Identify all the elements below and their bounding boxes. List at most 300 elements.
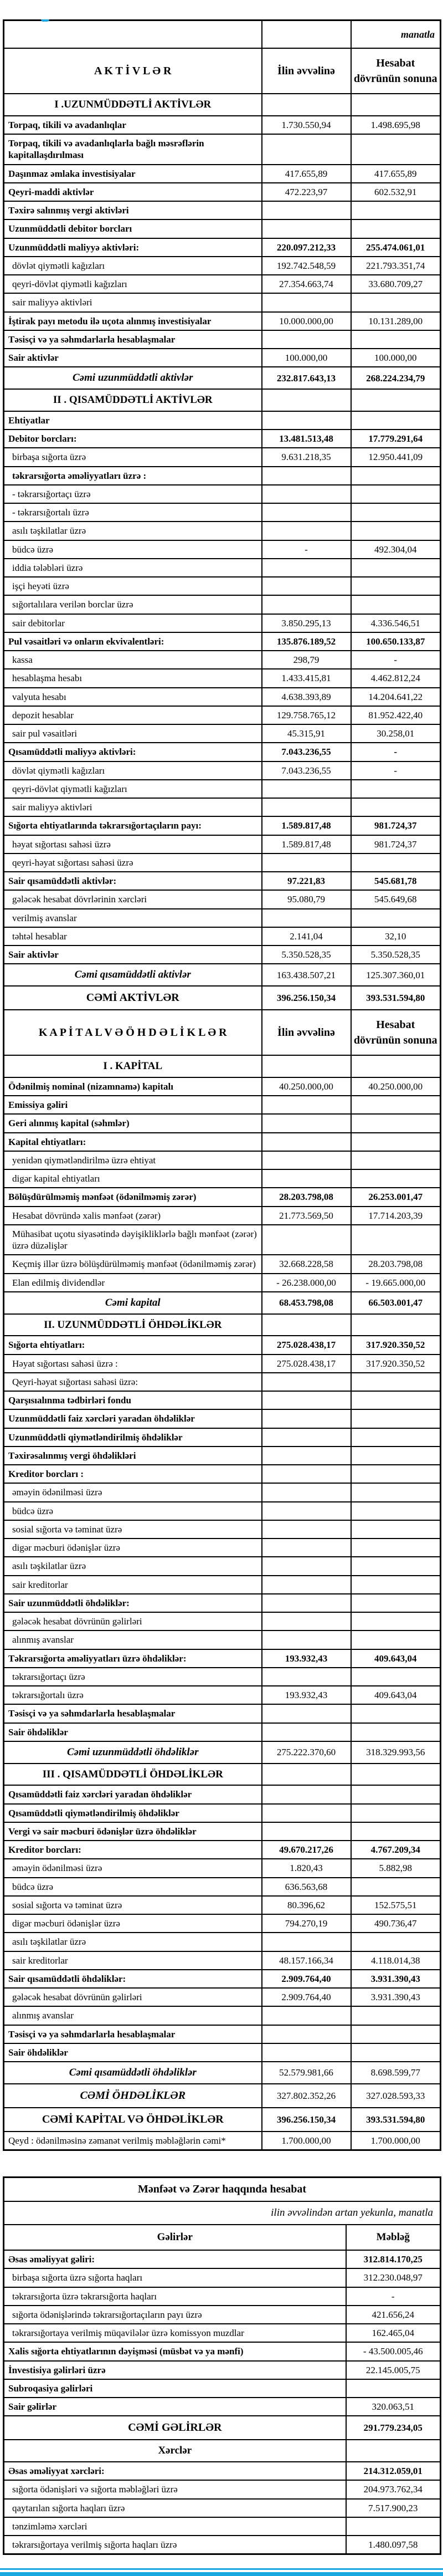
table-row (4, 2108, 441, 2132)
row-label: - təkrarsığortalı üzrə (4, 503, 262, 522)
col-end-header: Hesabat dövrünün sonuna (351, 48, 441, 94)
table-row (4, 706, 441, 724)
row-label: CƏMİ ÖHDƏLİKLƏR (4, 2084, 262, 2108)
row-label: digər kapital ehtiyatları (4, 1169, 262, 1188)
value-period-end (351, 1557, 441, 1575)
table-row (4, 1723, 441, 1741)
table-row (4, 2287, 441, 2306)
value-year-begin (262, 2025, 351, 2043)
value-year-begin: 327.802.352,26 (262, 2084, 351, 2108)
row-label: Subroqasiya gəlirləri (4, 2379, 346, 2398)
value-period-end (351, 1764, 441, 1786)
value-period-end: 8.698.599,77 (351, 2062, 441, 2084)
table-row (4, 1465, 441, 1483)
value-year-begin (262, 909, 351, 927)
row-amount: 291.779.234,05 (346, 2416, 441, 2440)
row-label: iddia tələbləri üzrə (4, 559, 262, 577)
income-statement-subtitle: ilin əvvəlindən artan yekunla, manatla (4, 2201, 441, 2225)
value-year-begin (262, 503, 351, 522)
value-year-begin: - (262, 540, 351, 559)
table-row (4, 632, 441, 651)
value-year-begin: 193.932,43 (262, 1649, 351, 1668)
row-label: I . KAPİTAL (4, 1055, 262, 1077)
row-label: Qısamüddətli qiymətləndirilmiş öhdəliklər (4, 1804, 262, 1822)
table-row (4, 165, 441, 183)
row-label: Pul vəsaitləri və onların ekvivalentləri: (4, 632, 262, 651)
value-period-end (351, 1704, 441, 1723)
row-amount (346, 2379, 441, 2398)
row-amount: 1.480.097,58 (346, 2536, 441, 2554)
value-year-begin (262, 1822, 351, 1841)
table-row (4, 909, 441, 927)
value-period-end (351, 1373, 441, 1391)
row-label: Torpaq, tikili və avadanlıqlarla bağlı məsrəflərin kapitallaşdırılması (4, 134, 262, 165)
value-year-begin (262, 853, 351, 872)
value-period-end (351, 219, 441, 238)
value-year-begin (262, 485, 351, 503)
row-label: sosial sığorta və təminat üzrə (4, 1520, 262, 1539)
table-row (4, 1539, 441, 1557)
value-year-begin: 9.631.218,35 (262, 448, 351, 466)
section-header-row (4, 389, 441, 411)
value-year-begin (262, 389, 351, 411)
table-row (4, 780, 441, 798)
value-period-end: 545.681,78 (351, 872, 441, 890)
income-statement-title: Mənfəət və Zərər haqqında hesabat (4, 2178, 441, 2202)
value-period-end: 409.643,04 (351, 1649, 441, 1668)
table-row (4, 1188, 441, 1206)
value-year-begin: 97.221,83 (262, 872, 351, 890)
table-row (4, 1859, 441, 1877)
row-label: CƏMİ KAPİTAL VƏ ÖHDƏLİKLƏR (4, 2108, 262, 2132)
row-label: - təkrarsığortaçı üzrə (4, 485, 262, 503)
value-year-begin (262, 577, 351, 595)
row-label: Qısamüddətli maliyyə aktivləri: (4, 743, 262, 761)
table-row (4, 1428, 441, 1447)
value-period-end: 1.700.000,00 (351, 2132, 441, 2150)
value-year-begin (262, 1169, 351, 1188)
table-row (4, 1391, 441, 1409)
value-period-end: - (351, 651, 441, 669)
table-row (4, 1686, 441, 1704)
value-period-end: 221.793.351,74 (351, 257, 441, 275)
value-year-begin (262, 1933, 351, 1951)
row-label: Qarşısıalınma tədbirləri fondu (4, 1391, 262, 1409)
row-label: II. UZUNMÜDDƏTLİ ÖHDƏLİKLƏR (4, 1314, 262, 1336)
row-label: əməyin ödənilməsi üzrə (4, 1483, 262, 1501)
table-row (4, 2379, 441, 2398)
value-year-begin (262, 2043, 351, 2062)
row-label: Daşınmaz əmlaka investisiyalar (4, 165, 262, 183)
table-row (4, 1114, 441, 1132)
value-year-begin (262, 201, 351, 219)
table-row (4, 183, 441, 201)
table-row (4, 312, 441, 330)
row-label: Sair aktivlər (4, 349, 262, 367)
col-begin-header: İlin əvvəlinə (262, 48, 351, 94)
value-year-begin: 2.909.764,40 (262, 1970, 351, 1988)
value-year-begin: 275.028.438,17 (262, 1336, 351, 1354)
table-row (4, 1951, 441, 1970)
row-label: Qısamüddətli faiz xərcləri yaradan öhdəliklər (4, 1785, 262, 1803)
table-row (4, 724, 441, 743)
table-row (4, 2517, 441, 2536)
value-period-end: 255.474.061,01 (351, 238, 441, 257)
row-label: digər məcburi ödənişlər üzrə (4, 1914, 262, 1933)
row-label: hesablaşma hesabı (4, 669, 262, 687)
table-row (4, 595, 441, 614)
value-year-begin (262, 595, 351, 614)
value-period-end (351, 1133, 441, 1151)
table-row (4, 2006, 441, 2025)
value-year-begin: 45.315,91 (262, 724, 351, 743)
row-label: Elan edilmiş dividendlər (4, 1274, 262, 1292)
row-label: Bölüşdürülməmiş mənfəət (ödənilməmiş zərər) (4, 1188, 262, 1206)
table-row (4, 577, 441, 595)
row-label: təkrarsığorta üzrə təkrarsığorta haqları (4, 2287, 346, 2306)
table-row (4, 540, 441, 559)
value-period-end: 268.224.234,79 (351, 367, 441, 389)
row-label: III . QISAMÜDDƏTLİ ÖHDƏLİKLƏR (4, 1764, 262, 1786)
value-period-end (351, 1409, 441, 1428)
row-label: dövlət qiymətli kağızları (4, 257, 262, 275)
section-header-row (4, 1055, 441, 1077)
row-label: I .UZUNMÜDDƏTLİ AKTİVLƏR (4, 94, 262, 116)
table-row (4, 1970, 441, 1988)
value-period-end (351, 1225, 441, 1255)
value-year-begin (262, 1764, 351, 1786)
row-label: Təxirəsalınmış vergi öhdəlikləri (4, 1447, 262, 1465)
value-period-end (351, 1822, 441, 1841)
table-row (4, 238, 441, 257)
row-label: Təkrarsığorta əməliyyatları üzrə öhdəliklər: (4, 1649, 262, 1668)
value-year-begin (262, 1520, 351, 1539)
value-period-end (351, 595, 441, 614)
row-label: sığortalılara verilən borclar üzrə (4, 595, 262, 614)
value-year-begin: 135.876.189,52 (262, 632, 351, 651)
value-period-end: 40.250.000,00 (351, 1077, 441, 1096)
table-row (4, 986, 441, 1010)
value-year-begin: 636.563,68 (262, 1878, 351, 1896)
income-statement-subtitle-row (4, 2201, 441, 2225)
value-period-end (351, 411, 441, 430)
row-amount: - (346, 2287, 441, 2306)
row-label: büdcə üzrə (4, 1878, 262, 1896)
value-period-end: 26.253.001,47 (351, 1188, 441, 1206)
value-year-begin (262, 1668, 351, 1686)
value-period-end: 317.920.350,52 (351, 1336, 441, 1354)
value-period-end (351, 1576, 441, 1594)
value-period-end: 981.724,37 (351, 835, 441, 853)
table-row (4, 964, 441, 986)
table-row (4, 1151, 441, 1169)
value-year-begin (262, 467, 351, 485)
value-year-begin (262, 1631, 351, 1649)
value-year-begin: 7.043.236,55 (262, 761, 351, 780)
row-label: verilmiş avanslar (4, 909, 262, 927)
value-period-end (351, 1804, 441, 1822)
value-year-begin (262, 559, 351, 577)
row-label: Qeyri-maddi aktivlər (4, 183, 262, 201)
value-year-begin: 80.396,62 (262, 1896, 351, 1914)
table-row (4, 651, 441, 669)
table-row (4, 1077, 441, 1096)
value-period-end: - (351, 761, 441, 780)
value-period-end (351, 798, 441, 816)
value-period-end (351, 909, 441, 927)
row-amount: 312.814.170,25 (346, 2250, 441, 2268)
value-year-begin (262, 219, 351, 238)
table-row (4, 798, 441, 816)
value-period-end: 30.258,01 (351, 724, 441, 743)
value-year-begin: 32.668.228,58 (262, 1255, 351, 1273)
table-row (4, 257, 441, 275)
row-label: sığorta ödənişlərində təkrarsığortaçıların payı üzrə (4, 2306, 346, 2324)
table-row (4, 2499, 441, 2517)
row-label: sair pul vəsaitləri (4, 724, 262, 743)
value-period-end (351, 503, 441, 522)
table-row (4, 1502, 441, 1520)
row-label: yenidən qiymətləndirilmə üzrə ehtiyat (4, 1151, 262, 1169)
value-year-begin: İlin əvvəlinə (262, 1010, 351, 1055)
value-year-begin: 472.223,97 (262, 183, 351, 201)
value-year-begin (262, 1502, 351, 1520)
table-row (4, 430, 441, 448)
table-row (4, 1933, 441, 1951)
table-row (4, 872, 441, 890)
value-period-end: Hesabat dövrünün sonuna (351, 1010, 441, 1055)
table-row (4, 1274, 441, 1292)
table-row (4, 367, 441, 389)
table-row (4, 1225, 441, 1255)
currency-note: manatla (351, 21, 441, 49)
value-year-begin: 275.222.370,60 (262, 1741, 351, 1764)
row-label: Əsas əməliyyat xərcləri: (4, 2462, 346, 2480)
value-period-end (351, 1612, 441, 1631)
row-label: CƏMİ GƏLİRLƏR (4, 2416, 346, 2440)
value-year-begin: 68.453.798,08 (262, 1292, 351, 1314)
row-amount: 320.063,51 (346, 2398, 441, 2416)
row-label: kassa (4, 651, 262, 669)
table-row (4, 688, 441, 706)
row-label: Cəmi qısamüddətli aktivlər (4, 964, 262, 986)
table-row (4, 1612, 441, 1631)
table-row (4, 1841, 441, 1859)
value-year-begin (262, 1055, 351, 1077)
table-row (4, 2324, 441, 2342)
value-period-end (351, 2025, 441, 2043)
table-row (4, 1785, 441, 1803)
value-year-begin: 100.000,00 (262, 349, 351, 367)
value-year-begin: 95.080,79 (262, 890, 351, 908)
row-label: Təsisçi və ya səhmdarlarla hesablaşmalar (4, 330, 262, 349)
table-row (4, 2062, 441, 2084)
table-row (4, 330, 441, 349)
empty-cell (262, 21, 351, 49)
value-period-end (351, 389, 441, 411)
table-row (4, 1520, 441, 1539)
row-label: Cəmi qısamüddətli öhdəliklər (4, 2062, 262, 2084)
table-row (4, 1576, 441, 1594)
table-row (4, 275, 441, 293)
value-year-begin: 3.850.295,13 (262, 614, 351, 632)
table-row (4, 467, 441, 485)
row-label: Qeyd : ödənilməsinə zəmanət verilmiş məbləğlərin cəmi* (4, 2132, 262, 2150)
row-label: depozit hesablar (4, 706, 262, 724)
value-year-begin: 1.820,43 (262, 1859, 351, 1877)
table-row (4, 1988, 441, 2006)
value-year-begin: 192.742.548,59 (262, 257, 351, 275)
section-header-row (4, 2440, 441, 2462)
table-row (4, 2132, 441, 2150)
row-label: təhtəl hesablar (4, 927, 262, 945)
value-year-begin (262, 780, 351, 798)
income-header-row (4, 2225, 441, 2250)
row-label: asılı təşkilatlar üzrə (4, 522, 262, 540)
value-year-begin (262, 1576, 351, 1594)
value-period-end: 66.503.001,47 (351, 1292, 441, 1314)
value-period-end: 10.131.289,00 (351, 312, 441, 330)
value-year-begin: 4.638.393,89 (262, 688, 351, 706)
balance-sheet-table (3, 19, 441, 2151)
table-row (4, 2043, 441, 2062)
value-year-begin (262, 522, 351, 540)
balance-sheet-rows (4, 94, 441, 2150)
value-period-end: 81.952.422,40 (351, 706, 441, 724)
value-period-end (351, 1933, 441, 1951)
value-period-end: 327.028.593,33 (351, 2084, 441, 2108)
value-year-begin: 1.700.000,00 (262, 2132, 351, 2150)
income-col-value-header: Məbləğ (346, 2225, 441, 2250)
value-year-begin (262, 411, 351, 430)
row-label: həyat sığortası sahəsi üzrə (4, 835, 262, 853)
row-label: II . QISAMÜDDƏTLİ AKTİVLƏR (4, 389, 262, 411)
value-period-end (351, 94, 441, 116)
value-period-end (351, 293, 441, 311)
value-period-end: 417.655,89 (351, 165, 441, 183)
row-label: təkrarsığortalı üzrə (4, 1686, 262, 1704)
row-label: qaytarılan sığorta haqları üzrə (4, 2499, 346, 2517)
table-row (4, 1804, 441, 1822)
value-period-end: 17.714.203,39 (351, 1207, 441, 1225)
value-year-begin (262, 330, 351, 349)
currency-note-row (4, 21, 441, 49)
section-header-row (4, 1314, 441, 1336)
value-year-begin (262, 1804, 351, 1822)
value-period-end (351, 1539, 441, 1557)
value-period-end: 602.532,91 (351, 183, 441, 201)
value-period-end (351, 1502, 441, 1520)
value-year-begin: 52.579.981,66 (262, 2062, 351, 2084)
table-row (4, 2398, 441, 2416)
value-year-begin: 794.270,19 (262, 1914, 351, 1933)
row-label: sair kreditorlar (4, 1951, 262, 1970)
row-label: Qeyri-həyat sığortası sahəsi üzrə: (4, 1373, 262, 1391)
value-year-begin: 396.256.150,34 (262, 2108, 351, 2132)
row-label: Kapital ehtiyatları: (4, 1133, 262, 1151)
value-period-end: 4.118.014,38 (351, 1951, 441, 1970)
row-amount: 214.312.059,01 (346, 2462, 441, 2480)
table-row (4, 1336, 441, 1354)
row-label: Ehtiyatlar (4, 411, 262, 430)
row-label: işçi heyəti üzrə (4, 577, 262, 595)
value-year-begin (262, 1133, 351, 1151)
row-label: Hesabat dövründə xalis mənfəət (zərər) (4, 1207, 262, 1225)
value-period-end: 490.736,47 (351, 1914, 441, 1933)
row-label: təkrarsığorta əməliyyatları üzrə : (4, 467, 262, 485)
table-row (4, 2250, 441, 2268)
value-period-end: 492.304,04 (351, 540, 441, 559)
value-year-begin: 21.773.569,50 (262, 1207, 351, 1225)
capital-header-row (4, 1010, 441, 1055)
table-row (4, 853, 441, 872)
row-label: CƏMİ AKTİVLƏR (4, 986, 262, 1010)
row-label: Uzunmüddətli faiz xərcləri yaradan öhdəliklər (4, 1409, 262, 1428)
value-period-end (351, 1465, 441, 1483)
value-period-end (351, 1314, 441, 1336)
row-amount (346, 2517, 441, 2536)
value-period-end: 318.329.993,56 (351, 1741, 441, 1764)
value-period-end: 12.950.441,09 (351, 448, 441, 466)
row-label: Cəmi kapital (4, 1292, 262, 1314)
row-label: Xalis sığorta ehtiyatlarının dəyişməsi (müsbət və ya mənfi) (4, 2342, 346, 2360)
table-row (4, 2416, 441, 2440)
table-row (4, 1169, 441, 1188)
row-label: Uzunmüddətli qiymətləndirilmiş öhdəliklər (4, 1428, 262, 1447)
value-year-begin: 10.000.000,00 (262, 312, 351, 330)
table-row (4, 522, 441, 540)
table-row (4, 1483, 441, 1501)
value-year-begin: 2.141,04 (262, 927, 351, 945)
row-label: gələcək hesabat dövrünün gəlirləri (4, 1988, 262, 2006)
row-label: Sair uzunmüddətli öhdəliklər: (4, 1594, 262, 1612)
value-year-begin (262, 134, 351, 165)
table-row (4, 134, 441, 165)
value-year-begin (262, 1704, 351, 1723)
value-year-begin: 27.354.663,74 (262, 275, 351, 293)
value-year-begin (262, 1557, 351, 1575)
value-period-end: 409.643,04 (351, 1686, 441, 1704)
value-period-end (351, 485, 441, 503)
row-label: qeyri-dövlət qiymətli kağızları (4, 780, 262, 798)
row-label: Uzunmüddətli maliyyə aktivləri: (4, 238, 262, 257)
row-label: dövlət qiymətli kağızları (4, 761, 262, 780)
row-label: Geri alınmış kapital (səhmlər) (4, 1114, 262, 1132)
value-year-begin: 5.350.528,35 (262, 945, 351, 964)
row-label: sığorta ödənişləri və sığorta məbləğləri üzrə (4, 2480, 346, 2498)
value-year-begin (262, 1465, 351, 1483)
value-year-begin: 2.909.764,40 (262, 1988, 351, 2006)
value-period-end (351, 1483, 441, 1501)
row-label: birbaşa sığorta üzrə (4, 448, 262, 466)
row-label: Vergi və sair məcburi ödənişlər üzrə öhdəliklər (4, 1822, 262, 1841)
table-row (4, 1914, 441, 1933)
table-row (4, 1631, 441, 1649)
value-year-begin (262, 1447, 351, 1465)
value-period-end: 981.724,37 (351, 816, 441, 835)
table-row (4, 1594, 441, 1612)
value-period-end (351, 1096, 441, 1114)
table-row (4, 761, 441, 780)
value-year-begin: 1.589.817,48 (262, 816, 351, 835)
row-label: Sair qısamüddətli aktivlər: (4, 872, 262, 890)
row-label: təkrarsığortaçı üzrə (4, 1668, 262, 1686)
row-label: asılı təşkilatlar üzrə (4, 1557, 262, 1575)
table-row (4, 1255, 441, 1273)
value-period-end (351, 2006, 441, 2025)
section-header-row (4, 1764, 441, 1786)
value-year-begin (262, 293, 351, 311)
